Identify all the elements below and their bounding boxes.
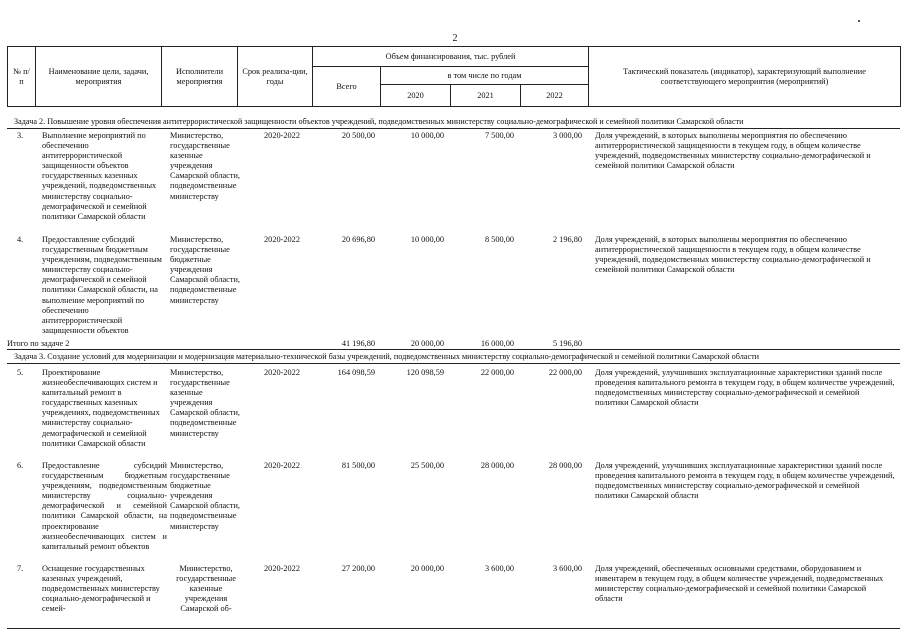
scan-dot	[858, 20, 860, 22]
header-year-2021: 2021	[451, 85, 521, 107]
row-total: 20 500,00	[341, 131, 375, 140]
header-indicator: Тактический показатель (индикатор), характеризующий выполнение соответствующего мероприятия (мероприятий)	[589, 47, 901, 107]
task-3-title: Задача 3. Создание условий для модернизации и модернизация материально-технической базы учреждений, подведомственных министерству социально-демографической и семейной политики Самарской области	[14, 352, 760, 361]
row-2022: 2 196,80	[552, 235, 582, 244]
row-total: 164 098,59	[337, 368, 375, 377]
header-name: Наименование цели, задачи, мероприятия	[36, 47, 162, 107]
total-2020: 20 000,00	[410, 339, 444, 348]
total-label: Итого по задаче 2	[7, 339, 70, 348]
header-no: № п/п	[8, 47, 36, 107]
row-2020: 25 500,00	[410, 461, 444, 470]
header-total: Всего	[313, 67, 381, 107]
row-number: 4.	[17, 235, 24, 244]
header-year-2020: 2020	[381, 85, 451, 107]
row-2022: 3 600,00	[552, 564, 582, 573]
header-term: Срок реализа-ции, годы	[238, 47, 313, 107]
row-indicator: Доля учреждений, обеспеченных основными средствами, оборудованием и инвентарем в текущем году, в общем количестве учреждений, подведомственных министерству социально-демографической и семейной политики Самарской области	[595, 564, 884, 604]
page-number: 2	[452, 33, 458, 44]
total-2021: 16 000,00	[480, 339, 514, 348]
row-executors: Министерство, государственные казенные учреждения Самарской об-	[176, 564, 236, 614]
row-2022: 22 000,00	[548, 368, 582, 377]
row-term: 2020-2022	[264, 461, 300, 470]
row-2021: 7 500,00	[484, 131, 514, 140]
row-term: 2020-2022	[264, 235, 300, 244]
row-number: 7.	[17, 564, 24, 573]
row-2021: 22 000,00	[480, 368, 514, 377]
row-term: 2020-2022	[264, 131, 300, 140]
row-2020: 10 000,00	[410, 131, 444, 140]
header-executors: Исполнители мероприятия	[162, 47, 238, 107]
total-sum: 41 196,80	[341, 339, 375, 348]
row-executors: Министерство, государственные казенные учреждения Самарской области, подведомственные министерству	[170, 368, 241, 438]
total-2022: 5 196,80	[552, 339, 582, 348]
row-indicator: Доля учреждений, в которых выполнены мероприятия по обеспечению антитеррористической защищенности в текущем году, в общем количестве учреждений, подведомственных министерству социально-демографической и семейной политики Самарской области	[595, 235, 871, 275]
table-header	[7, 46, 901, 107]
row-number: 5.	[17, 368, 24, 377]
row-name: Предоставление субсидий государственным бюджетным учреждениям, подведомственным министерству социально-демографической и семейной политики Самарской области, на проектирование жизнеобеспечивающих систем и капитальный ремонт объектов	[42, 461, 167, 551]
row-2020: 10 000,00	[410, 235, 444, 244]
row-2022: 28 000,00	[548, 461, 582, 470]
row-total: 20 696,80	[341, 235, 375, 244]
row-total: 27 200,00	[341, 564, 375, 573]
row-number: 6.	[17, 461, 24, 470]
row-2021: 28 000,00	[480, 461, 514, 470]
row-name: Оснащение государственных казенных учреждений, подведомственных министерству социально-демографической и семей-	[42, 564, 160, 614]
divider	[7, 363, 900, 364]
row-indicator: Доля учреждений, в которых выполнены мероприятия по обеспечению антитеррористической защищенности в текущем году, в общем количестве учреждений, подведомственных министерству социально-демографической и семейной политики Самарской области	[595, 131, 871, 171]
row-indicator: Доля учреждений, улучшивших эксплуатационные характеристики зданий после проведения капитального ремонта в текущем году, в общем количестве учреждений, подведомственных министерству социально-демографической и семейной политики Самарской области	[595, 368, 895, 408]
divider	[7, 349, 900, 350]
row-term: 2020-2022	[264, 564, 300, 573]
row-executors: Министерство, государственные бюджетные учреждения Самарской области, подведомственные министерству	[170, 235, 241, 305]
header-year-2022: 2022	[521, 85, 589, 107]
divider	[7, 128, 900, 129]
row-2020: 120 098,59	[406, 368, 444, 377]
row-2021: 8 500,00	[484, 235, 514, 244]
header-financing: Объем финансирования, тыс. рублей	[313, 47, 589, 67]
row-executors: Министерство, государственные казенные учреждения Самарской области, подведомственные министерству	[170, 131, 241, 201]
task-2-title: Задача 2. Повышение уровня обеспечения антитеррористической защищенности объектов учреждений, подведомственных министерству социально-демографической и семейной политики Самарской области	[14, 117, 744, 126]
row-term: 2020-2022	[264, 368, 300, 377]
row-name: Предоставление субсидий государственным бюджетным учреждениям, подведомственным министерству социально-демографической и семейной политики Самарской области, на выполнение мероприятий по обеспечению антитеррористической защищенности объектов	[42, 235, 162, 335]
row-2020: 20 000,00	[410, 564, 444, 573]
row-name: Проектирование жизнеобеспечивающих систем и капитальный ремонт в государственных казенных учреждениях, подведомственных министерству социально-демографической и семейной политики Самарской области	[42, 368, 160, 448]
row-name: Выполнение мероприятий по обеспечению антитеррористической защищенности объектов государственных казенных учреждений, подведомственных министерству социально-демографической и семейной политики Самарской области	[42, 131, 157, 221]
row-2022: 3 000,00	[552, 131, 582, 140]
row-number: 3.	[17, 131, 24, 140]
row-2021: 3 600,00	[484, 564, 514, 573]
page-bottom-rule	[7, 628, 900, 629]
row-indicator: Доля учреждений, улучшивших эксплуатационные характеристики зданий после проведения капитального ремонта в текущем году, в общем количестве учреждений, подведомственных министерству социально-демографической и семейной политики Самарской области	[595, 461, 895, 501]
row-total: 81 500,00	[341, 461, 375, 470]
row-executors: Министерство, государственные бюджетные учреждения Самарской области, подведомственные министерству	[170, 461, 241, 531]
header-by-years: в том числе по годам	[381, 67, 589, 85]
